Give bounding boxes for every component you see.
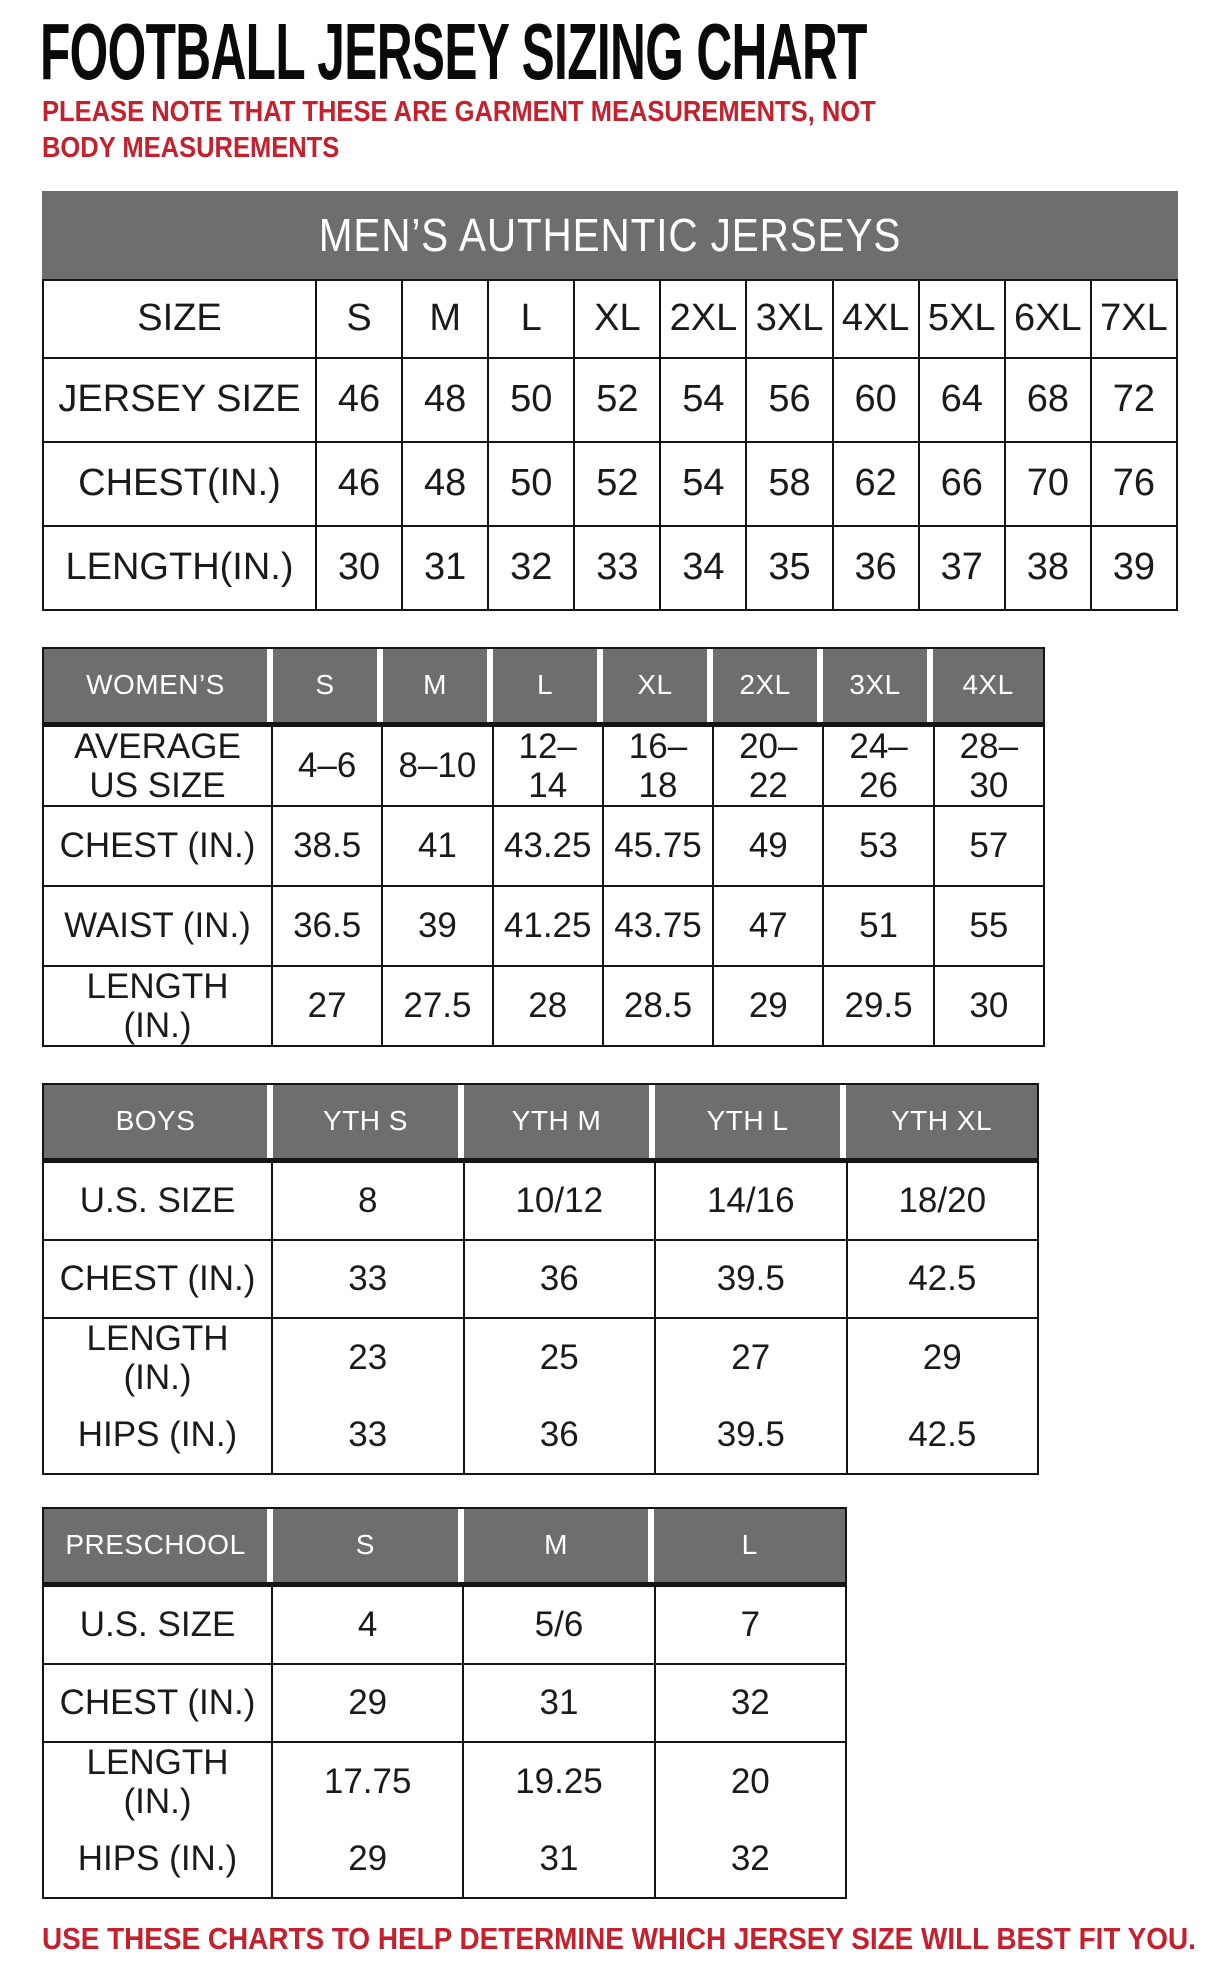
row-label: LENGTH (IN.) [44,967,273,1047]
footer-note: USE THESE CHARTS TO HELP DETERMINE WHICH JERSEY SIZE WILL BEST FIT YOU. [42,1920,1196,1956]
value-cell: 33 [273,1241,465,1319]
column-header: YTH XL [846,1085,1037,1158]
table-title-cell: WOMEN’S [44,649,267,722]
value-cell: 18/20 [848,1163,1040,1241]
value-cell: 36.5 [273,887,383,967]
row-label: U.S. SIZE [44,1163,273,1241]
value-cell: 54 [661,359,747,443]
value-cell: 70 [1006,443,1092,527]
value-cell: 36 [465,1241,657,1319]
value-cell: 35 [747,527,833,611]
value-cell: 66 [920,443,1006,527]
value-cell: 46 [317,443,403,527]
column-header: 3XL [823,649,927,722]
value-cell: 64 [920,359,1006,443]
value-cell: 12–14 [494,727,604,807]
value-cell: 29.5 [824,967,934,1047]
column-header: 6XL [1006,281,1092,359]
value-cell: 7 [656,1587,847,1665]
column-header: M [464,1509,649,1582]
value-cell: 16–18 [604,727,714,807]
table-row [44,1163,1039,1241]
value-cell: 19.25 [464,1743,655,1823]
row-label: U.S. SIZE [44,1587,273,1665]
row-label: LENGTH (IN.) [44,1319,273,1399]
column-header: 7XL [1092,281,1178,359]
value-cell: 29 [714,967,824,1047]
row-label: HIPS (IN.) [44,1397,273,1475]
table-row [44,1665,847,1743]
value-cell: 53 [824,807,934,887]
table-row [44,1397,1039,1475]
value-cell: 8–10 [383,727,493,807]
value-cell: 29 [273,1665,464,1743]
value-cell: 33 [575,527,661,611]
table-row [44,1319,1039,1397]
value-cell: 45.75 [604,807,714,887]
value-cell: 27 [273,967,383,1047]
value-cell: 43.25 [494,807,604,887]
value-cell: 31 [403,527,489,611]
row-label: HIPS (IN.) [44,1821,273,1899]
value-cell: 76 [1092,443,1178,527]
womens-table [42,647,1045,1047]
column-header: 3XL [747,281,833,359]
preschool-table [42,1507,847,1899]
column-header: XL [603,649,707,722]
column-header: L [493,649,597,722]
value-cell: 20–22 [714,727,824,807]
value-cell: 30 [935,967,1045,1047]
table-title-cell: PRESCHOOL [44,1509,267,1582]
value-cell: 47 [714,887,824,967]
value-cell: 41.25 [494,887,604,967]
table-row [44,967,1045,1047]
value-cell: 48 [403,443,489,527]
table-row [44,1241,1039,1319]
value-cell: 55 [935,887,1045,967]
value-cell: 58 [747,443,833,527]
value-cell: 36 [465,1397,657,1475]
column-header: M [403,281,489,359]
column-header: XL [575,281,661,359]
value-cell: 50 [489,359,575,443]
value-cell: 8 [273,1163,465,1241]
column-header: 2XL [661,281,747,359]
value-cell: 32 [489,527,575,611]
value-cell: 52 [575,443,661,527]
column-header: L [489,281,575,359]
column-header: 2XL [713,649,817,722]
value-cell: 25 [465,1319,657,1399]
value-cell: 23 [273,1319,465,1399]
mens-banner-text: MEN’S AUTHENTIC JERSEYS [318,208,902,261]
value-cell: 28 [494,967,604,1047]
value-cell: 54 [661,443,747,527]
table-row [44,1743,847,1821]
table-title-cell: BOYS [44,1085,267,1158]
row-label: CHEST (IN.) [44,807,273,887]
value-cell: 41 [383,807,493,887]
table-row [44,443,1178,527]
value-cell: 51 [824,887,934,967]
preschool-header-row [42,1507,847,1587]
value-cell: 34 [661,527,747,611]
value-cell: 5/6 [464,1587,655,1665]
column-header: YTH S [273,1085,458,1158]
table-row [44,1821,847,1899]
boys-header-row [42,1083,1039,1163]
value-cell: 38.5 [273,807,383,887]
table-row [44,807,1045,887]
value-cell: 32 [656,1665,847,1743]
value-cell: 39.5 [656,1397,848,1475]
value-cell: 50 [489,443,575,527]
value-cell: 68 [1006,359,1092,443]
column-header: S [317,281,403,359]
row-label: WAIST (IN.) [44,887,273,967]
table-row [44,359,1178,443]
column-header: L [654,1509,845,1582]
value-cell: 31 [464,1665,655,1743]
measurement-note: PLEASE NOTE THAT THESE ARE GARMENT MEASUREMENTS, NOT BODY MEASUREMENTS [42,96,876,165]
value-cell: 24–26 [824,727,934,807]
value-cell: 48 [403,359,489,443]
value-cell: 27 [656,1319,848,1399]
value-cell: 60 [834,359,920,443]
column-header: YTH L [655,1085,840,1158]
value-cell: 36 [834,527,920,611]
table-row [44,1587,847,1665]
value-cell: 4 [273,1587,464,1665]
row-label: AVERAGE US SIZE [44,727,273,807]
column-header: 4XL [834,281,920,359]
table-row [44,727,1045,807]
value-cell: 29 [273,1821,464,1899]
value-cell: 39 [383,887,493,967]
value-cell: 29 [848,1319,1040,1399]
value-cell: 39 [1092,527,1178,611]
value-cell: 32 [656,1821,847,1899]
row-label: LENGTH(IN.) [44,527,317,611]
row-label: CHEST (IN.) [44,1665,273,1743]
value-cell: 28.5 [604,967,714,1047]
value-cell: 17.75 [273,1743,464,1823]
value-cell: 31 [464,1821,655,1899]
column-header: 4XL [933,649,1043,722]
page-title: FOOTBALL JERSEY SIZING CHART [40,7,867,96]
value-cell: 57 [935,807,1045,887]
row-label: CHEST(IN.) [44,443,317,527]
value-cell: 28–30 [935,727,1045,807]
column-header: 5XL [920,281,1006,359]
column-header: S [273,1509,458,1582]
value-cell: 27.5 [383,967,493,1047]
value-cell: 43.75 [604,887,714,967]
value-cell: 62 [834,443,920,527]
table-row [44,887,1045,967]
mens-size-header-row [44,281,1178,359]
value-cell: 20 [656,1743,847,1823]
value-cell: 33 [273,1397,465,1475]
column-header: M [383,649,487,722]
value-cell: 30 [317,527,403,611]
value-cell: 37 [920,527,1006,611]
row-label: CHEST (IN.) [44,1241,273,1319]
value-cell: 42.5 [848,1397,1040,1475]
value-cell: 42.5 [848,1241,1040,1319]
mens-banner [42,191,1178,279]
row-label: LENGTH (IN.) [44,1743,273,1823]
value-cell: 56 [747,359,833,443]
value-cell: 14/16 [656,1163,848,1241]
column-header: YTH M [464,1085,649,1158]
value-cell: 10/12 [465,1163,657,1241]
value-cell: 38 [1006,527,1092,611]
value-cell: 46 [317,359,403,443]
value-cell: 52 [575,359,661,443]
value-cell: 4–6 [273,727,383,807]
womens-header-row [42,647,1045,727]
boys-table [42,1083,1039,1475]
mens-table [42,279,1178,611]
row-label: JERSEY SIZE [44,359,317,443]
value-cell: 72 [1092,359,1178,443]
value-cell: 39.5 [656,1241,848,1319]
value-cell: 49 [714,807,824,887]
row-label: SIZE [44,281,317,359]
column-header: S [273,649,377,722]
table-row [44,527,1178,611]
